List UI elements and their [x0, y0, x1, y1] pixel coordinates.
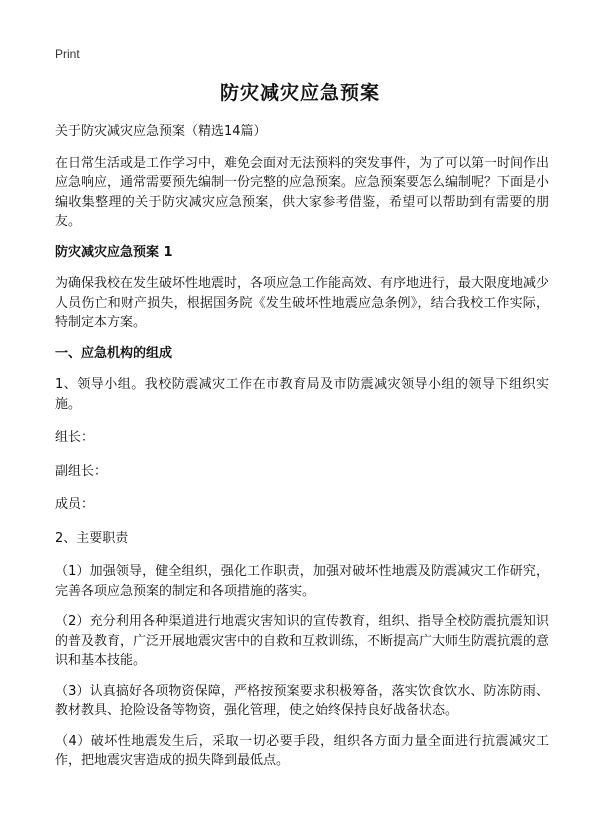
leader-line: 组长： [55, 430, 95, 445]
leader-group-paragraph: 1、领导小组。我校防震减灾工作在市教育局及市防震减灾领导小组的领导下组织实施。 [55, 377, 549, 412]
duties-heading: 2、主要职责 [55, 530, 129, 546]
document-title: 防灾减灾应急预案 [219, 82, 380, 104]
purpose-paragraph: 为确保我校在发生破坏性地震时，各项应急工作能高效、有序地进行，最大限度地减少人员伤亡和财产损失，根据国务院《发生破坏性地震应急条例》，结合我校工作实际，特制定本方案。 [55, 276, 550, 330]
document-subtitle: 关于防灾减灾应急预案（精选14篇） [55, 124, 267, 139]
org-heading: 一、应急机构的组成 [55, 345, 173, 361]
document-body [55, 122, 549, 782]
duty-item-3: （3）认真搞好各项物资保障，严格按预案要求积极筹备，落实饮食饮水、防冻防雨、教材教具、抢险设备等物资，强化管理，使之始终保持良好战备状态。 [55, 683, 549, 718]
intro-paragraph: 在日常生活或是工作学习中，难免会面对无法预料的突发事件，为了可以第一时间作出应急响应，通常需要预先编制一份完整的应急预案。应急预案要怎么编制呢？下面是小编收集整理的关于防灾减灾应急预案，供大家参考借鉴，希望可以帮助到有需要的朋友。 [55, 155, 550, 229]
duty-item-2: （2）充分利用各种渠道进行地震灾害知识的宣传教育，组织、指导全校防震抗震知识的普及教育，广泛开展地震灾害中的自救和互救训练，不断提高广大师生防震抗震的意识和基本技能。 [55, 614, 550, 668]
duty-item-4: （4）破坏性地震发生后，采取一切必要手段，组织各方面力量全面进行抗震减灾工作，把地震灾害造成的损失降到最低点。 [55, 733, 549, 768]
members-line: 成员： [55, 497, 95, 512]
section-title: 防灾减灾应急预案 1 [55, 244, 173, 260]
print-label: Print [55, 47, 80, 61]
duty-item-1: （1）加强领导，健全组织，强化工作职责，加强对破坏性地震及防震减灾工作研究，完善各项应急预案的制定和各项措施的落实。 [55, 564, 549, 599]
deputy-line: 副组长： [55, 463, 108, 479]
